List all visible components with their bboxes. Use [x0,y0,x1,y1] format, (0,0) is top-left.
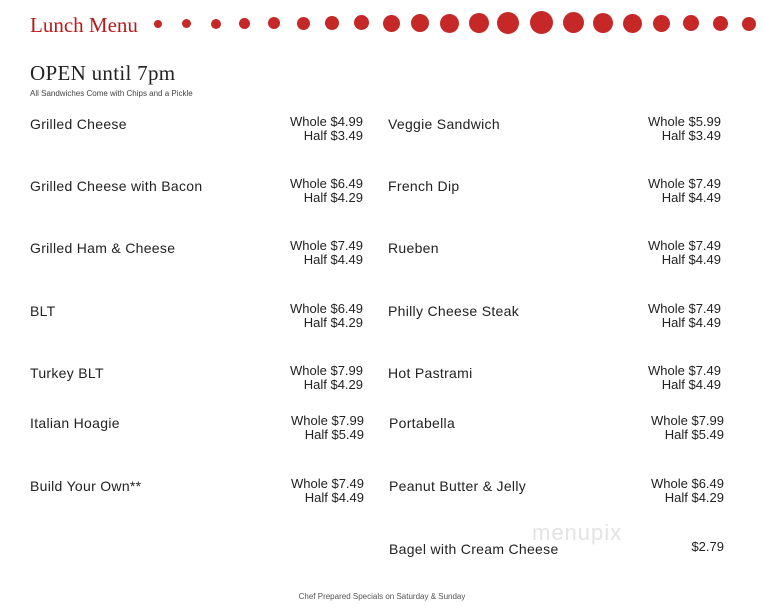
watermark: menupix [532,520,623,545]
whole-price: Whole $7.49 [290,238,363,253]
dot [497,12,519,34]
menu-item-name: Grilled Cheese [30,116,127,132]
half-price: Half $4.49 [304,490,364,505]
dot [411,14,429,32]
dot [383,15,400,32]
menu-item-name: Turkey BLT [30,365,104,381]
menu-item-name: BLT [30,303,56,319]
menu-item-name: Philly Cheese Steak [388,303,519,319]
dot [563,12,584,33]
menu-item-price [230,477,364,505]
half-price: Half $4.29 [303,377,363,392]
half-price: Half $4.29 [303,190,363,205]
sandwich-note: All Sandwiches Come with Chips and a Pickle [30,89,193,98]
whole-price: Whole $7.99 [291,413,364,428]
half-price: Half $3.49 [303,128,363,143]
menu-item-price [230,239,363,267]
menu-item-price [590,364,721,392]
half-price: Half $4.49 [661,315,721,330]
half-price: Half $4.49 [661,252,721,267]
dot [154,20,162,28]
half-price: Half $3.49 [661,128,721,143]
menu-item-name: French Dip [388,178,460,194]
menu-item-price [230,414,364,442]
menu-item-price [230,364,363,392]
menu-item-price [590,414,724,442]
whole-price: Whole $7.49 [648,301,721,316]
menu-item-price [590,302,721,330]
open-hours-heading: OPEN until 7pm [30,61,176,85]
menu-title: Lunch Menu [30,13,138,37]
dot [297,17,310,30]
menu-item-name: Veggie Sandwich [388,116,500,132]
decorative-dot-row [0,0,764,50]
menu-item-name: Peanut Butter & Jelly [389,478,527,494]
menu-item-name: Grilled Cheese with Bacon [30,178,203,194]
menu-item-name: Italian Hoagie [30,415,120,431]
dot [713,16,728,31]
half-price: Half $5.49 [664,427,724,442]
dot [469,13,489,33]
footer-note: Chef Prepared Specials on Saturday & Sunday [298,592,466,601]
whole-price: Whole $4.99 [290,114,363,129]
menu-item-price [590,239,721,267]
menu-item-price [230,302,363,330]
menu-item-name: Build Your Own** [30,478,142,494]
half-price: Half $4.49 [661,377,721,392]
dot [354,15,369,30]
menu-item-price [230,177,363,205]
whole-price: Whole $7.49 [291,476,364,491]
menu-item-price [590,177,721,205]
menu-item-name: Portabella [389,415,456,431]
half-price: Half $4.49 [303,252,363,267]
whole-price: Whole $7.49 [648,238,721,253]
whole-price: Whole $6.49 [290,176,363,191]
half-price: Half $4.29 [664,490,724,505]
half-price: Half $4.29 [303,315,363,330]
half-price: Half $4.49 [661,190,721,205]
menu-item-name: Hot Pastrami [388,365,473,381]
dot [530,11,553,34]
dot [211,19,221,29]
menu-item-name: Bagel with Cream Cheese [389,541,559,557]
dot [182,19,191,28]
whole-price: Whole $6.49 [651,476,724,491]
single-price: $2.79 [691,539,724,554]
whole-price: Whole $7.49 [648,363,721,378]
dot [742,17,756,31]
dot [325,16,339,30]
dot [239,18,250,29]
dot [653,15,670,32]
half-price: Half $5.49 [304,427,364,442]
whole-price: Whole $5.99 [648,114,721,129]
dot [593,13,613,33]
menu-item-name: Rueben [388,240,439,256]
whole-price: Whole $7.99 [290,363,363,378]
menu-item-price [590,477,724,505]
whole-price: Whole $6.49 [290,301,363,316]
dot [268,17,280,29]
dot [440,14,459,33]
whole-price: Whole $7.49 [648,176,721,191]
menu-item-price [590,115,721,143]
dot [683,15,699,31]
dot [623,14,642,33]
menu-item-price [230,115,363,143]
whole-price: Whole $7.99 [651,413,724,428]
menu-item-name: Grilled Ham & Cheese [30,240,176,256]
